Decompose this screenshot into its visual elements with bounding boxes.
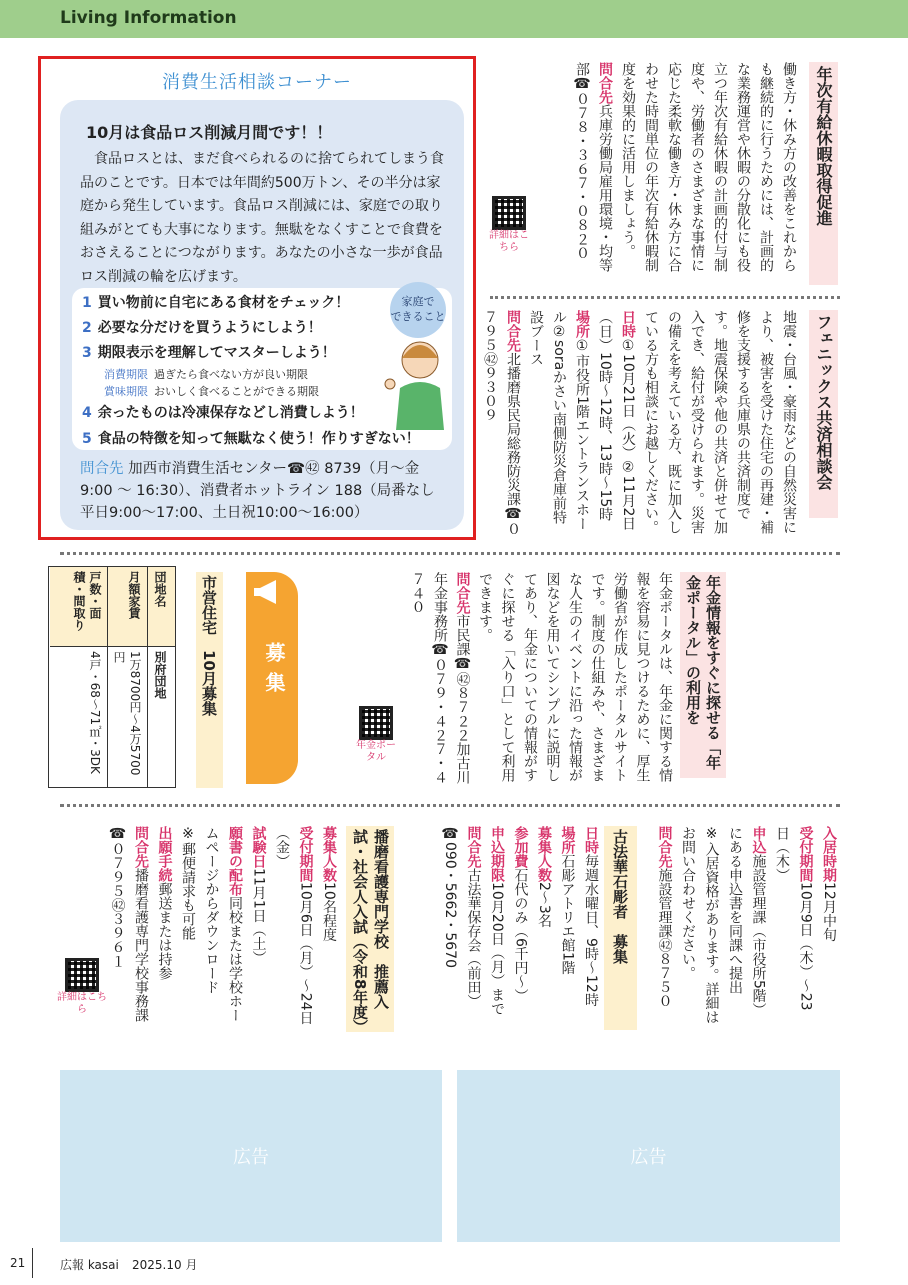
consumer-corner-title: 消費生活相談コーナー bbox=[162, 72, 352, 93]
list-item: 5 食品の特徴を知って無駄なく使う！作りすぎない！ bbox=[82, 431, 420, 447]
pension-title: 年金情報をすぐに探せる「年金ポータル」の利用を bbox=[680, 572, 726, 778]
issue-date: 2025.10 月 bbox=[132, 1258, 198, 1272]
list-item: 4 余ったものは冷凍保存などし消費しよう！ bbox=[82, 405, 364, 421]
consumer-headline: 10月は食品ロス削減月間です！！ bbox=[86, 123, 333, 142]
page-number: 21 bbox=[10, 1256, 26, 1270]
divider bbox=[60, 552, 840, 555]
nursing-title: 播磨看護専門学校 推薦入試・社会人入試（令和8年度） bbox=[346, 826, 394, 1032]
leave-body: 働き方・休み方の改善をこれからも継続的に行うためには、計画的な業務運営や休暇の分散化にも役立つ年次有給休暇の計画的付与制度や、労働者のさまざまな事情に応じた柔軟な働き方・休み方に合わせた時間単位の年次有給休暇制度を効果的に活用しましょう。 問合先兵庫労働局雇用環境・均等部☎０７８・３６７・０８２０ bbox=[574, 62, 797, 272]
qr-code-icon bbox=[492, 196, 526, 230]
svg-text:できること: できること bbox=[390, 310, 446, 323]
housing-details: 入居時期12月中旬 受付期間10月9日（木）～23日（木） 申込施設管理課（市役所5階）にある申込書を同課へ提出 ※入居資格があります。詳細はお問い合わせください。 問合先施設管理課㊷８７５０ bbox=[656, 826, 837, 1024]
koho-details: 日時毎週水曜日、9時～12時 場所石彫アトリエ館1階 募集人数2～3名 参加費石代のみ（6千円～） 申込期限10月20日（月）まで 問合先古法華保存会（前田）☎090・5662・5670 bbox=[442, 826, 599, 1016]
divider bbox=[60, 804, 840, 807]
housing-table: 団地名 別府団地 月額家賃 1万8700円～4万5700円 戸数・面積・間取り 4戸・68～71㎡・3DK bbox=[48, 566, 176, 788]
footer-divider bbox=[32, 1248, 33, 1278]
housing-title: 市営住宅 10月募集 bbox=[196, 572, 223, 788]
recruit-banner: 募集 bbox=[246, 572, 298, 784]
nursing-details: 募集人数10名程度 受付期間10月6日（月）～24日（金） 試験日11月1日（土） 願書の配布同校または学校ホームページからダウンロード ※郵便請求も可能 出願手続郵送または持参 問合先播磨看護専門学校事務課☎０７９５㊷３９６１ bbox=[109, 826, 337, 1025]
leave-title: 年次有給休暇取得促進 bbox=[809, 62, 838, 285]
section-title: Living Information bbox=[60, 8, 237, 28]
pension-qr[interactable]: 年金ポータル bbox=[352, 706, 400, 764]
qr-code-icon bbox=[65, 958, 99, 992]
phoenix-title: フェニックス共済相談会 bbox=[809, 310, 838, 518]
svg-text:家庭で: 家庭で bbox=[401, 295, 435, 308]
divider bbox=[490, 296, 840, 299]
consumer-body: 食品ロスとは、まだ食べられるのに捨てられてしまう食品のことです。日本では年間約500万トン、その半分は家庭から発生しています。食品ロス削減には、家庭での取り組みがとても大事になります。無駄をなくすことで食費をおさえることにつながります。あなたの小さな一歩が食品ロス削減の輪を広げます。 bbox=[80, 151, 444, 285]
nursing-qr[interactable]: 詳細はこちら bbox=[56, 958, 108, 1016]
magazine-name: 広報 kasai bbox=[60, 1258, 119, 1272]
expiry-note: 消費期限 過ぎたら食べない方が良い期限 bbox=[104, 368, 308, 381]
consumer-contact: 問合先 加西市消費生活センター☎㊷ 8739（月～金 9:00 ～ 16:30）、消費者ホットライン 188（局番なし 平日9:00～17:00、土日祝10:00～16:00） bbox=[80, 461, 435, 521]
woman-illustration bbox=[378, 280, 458, 430]
advertisement-right[interactable]: 広告 bbox=[457, 1070, 840, 1242]
list-item: 3 期限表示を理解してマスターしよう！ bbox=[82, 345, 336, 361]
advertisement-left[interactable]: 広告 bbox=[60, 1070, 442, 1242]
list-item: 1 買い物前に自宅にある食材をチェック！ bbox=[82, 295, 350, 311]
qr-code-icon bbox=[359, 706, 393, 740]
koho-title: 古法華石彫者 募集 bbox=[604, 826, 637, 1030]
list-item: 2 必要な分だけを買うようにしよう！ bbox=[82, 320, 322, 336]
megaphone-icon bbox=[246, 572, 298, 612]
phoenix-body: 地震・台風・豪雨などの自然災害により、被害を受けた住宅の再建・補修を支援する兵庫県の共済制度です。地震保険や他の共済と併せて加入でき、給付が受けられます。災害の備えを考えている方、既に加入している方も相談にお越しください。 日時①10月21日（火）②11月2日（日）10時～12時、13時～15時 場所①市役所1階エントランスホール②soraかさい南側防災倉庫前特設ブース 問合先北播磨県民局総務防災課☎０７９５㊷９３０９ bbox=[482, 310, 797, 536]
best-before-note: 賞味期限 おいしく食べることができる期限 bbox=[104, 385, 319, 398]
pension-body: 年金ポータルは、年金に関する情報を容易に見つけるために、厚生労働省が作成したポータルサイトです。制度の仕組みや、さまざまな人生のイベントに沿った情報が図などを用いてシンプルに説明してあり、年金についての情報がすぐに探せる「入り口」として利用できます。 問合先市民課☎㊷８７２２加古川年金事務所☎０７９・４２７・４７４０ bbox=[409, 572, 673, 784]
leave-qr[interactable]: 詳細はこちら bbox=[488, 196, 530, 254]
